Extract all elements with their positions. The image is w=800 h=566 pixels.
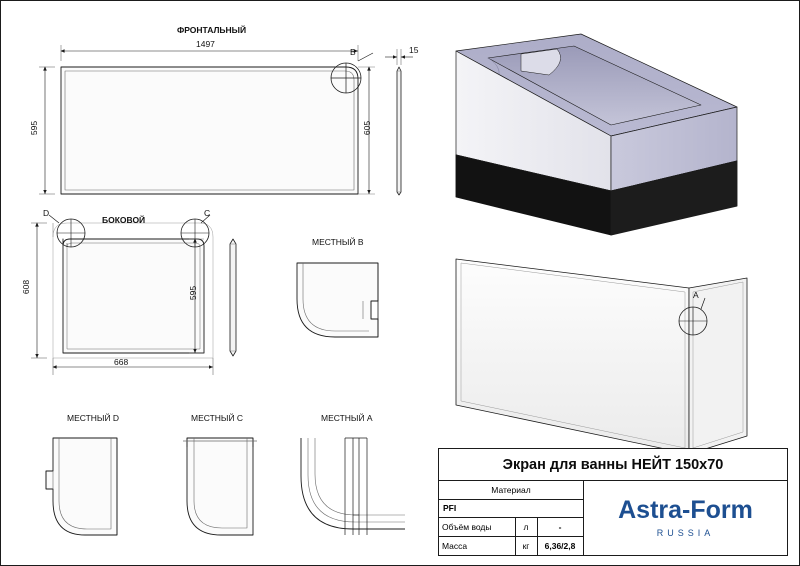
table-row-water-volume xyxy=(439,518,583,537)
dim-thickness: 15 xyxy=(409,45,419,55)
row-label-mass: Масса xyxy=(442,541,468,552)
dim-side-height-left: 608 xyxy=(21,279,32,295)
brand-name: Astra-Form xyxy=(618,496,753,524)
title-block-table xyxy=(439,481,584,556)
row-label-water-volume: Объём воды xyxy=(442,521,492,532)
callout-label-b: B xyxy=(350,47,356,57)
view-label-detail-c: МЕСТНЫЙ C xyxy=(191,413,244,423)
view-label-detail-d: МЕСТНЫЙ D xyxy=(67,413,120,423)
material-header: Материал xyxy=(491,484,531,495)
row-unit-water-volume: л xyxy=(523,521,529,532)
material-value: PFI xyxy=(443,503,457,514)
brand-subtitle: RUSSIA xyxy=(656,528,715,538)
row-value-water-volume: - xyxy=(558,521,562,532)
view-label-front: ФРОНТАЛЬНЫЙ xyxy=(177,25,247,35)
dim-side-height-right: 595 xyxy=(188,285,199,301)
table-row-mass xyxy=(439,537,583,556)
callout-label-c: C xyxy=(204,208,211,218)
view-label-detail-a: МЕСТНЫЙ A xyxy=(321,413,373,423)
table-row-material-value xyxy=(439,500,583,519)
dim-front-height-right: 605 xyxy=(362,120,373,136)
row-value-mass: 6,36/2,8 xyxy=(544,541,576,552)
row-unit-mass: кг xyxy=(522,541,530,552)
dim-front-width: 1497 xyxy=(196,39,215,49)
page-title: Экран для ванны НЕЙТ 150х70 xyxy=(439,449,787,481)
table-row-material-header xyxy=(439,481,583,500)
callout-label-a: A xyxy=(693,290,699,300)
view-label-detail-b: МЕСТНЫЙ B xyxy=(312,237,364,247)
callout-label-d: D xyxy=(43,208,50,218)
title-block xyxy=(438,448,788,556)
dim-front-height-left: 595 xyxy=(29,120,40,136)
dim-side-width: 668 xyxy=(114,357,129,367)
view-label-side: БОКОВОЙ xyxy=(102,215,146,225)
brand-logo xyxy=(584,481,787,555)
